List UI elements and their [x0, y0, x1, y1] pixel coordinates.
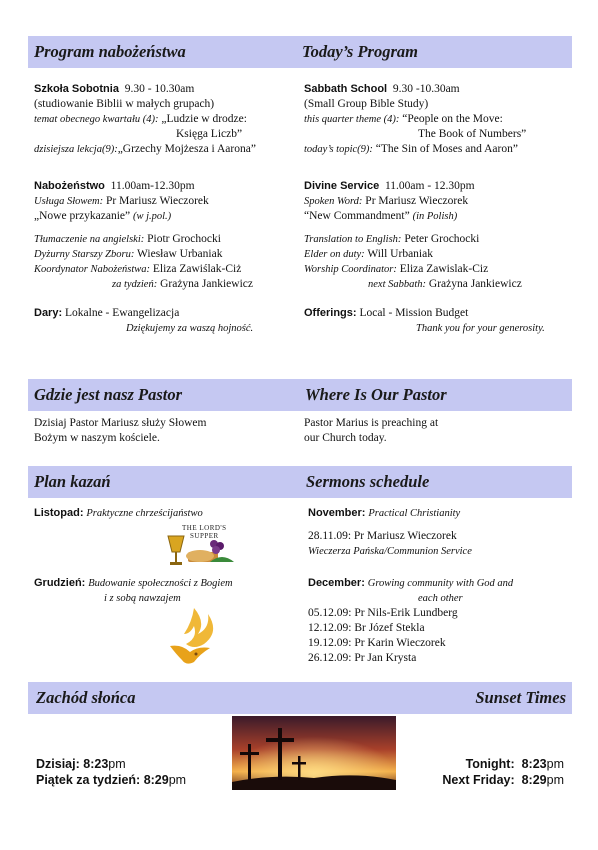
dec-label-pl: Grudzień: [34, 577, 86, 589]
dec-entry-speaker: Pr Nils-Erik Lundberg [354, 607, 458, 619]
theme-value-1-pl: „Ludzie w drodze: [161, 113, 247, 125]
elder-label-en: Elder on duty: [304, 249, 365, 260]
dec-entry-speaker: Pr Jan Krysta [354, 652, 417, 664]
next-label-en: next Sabbath: [368, 279, 427, 290]
pastor-header-band [28, 379, 572, 411]
sunset-header-band [28, 682, 572, 714]
today-time-pl: 8:23 [83, 757, 109, 771]
translation-value-en: Peter Grochocki [404, 233, 480, 245]
topic-value-en: “The Sin of Moses and Aaron” [375, 143, 518, 155]
word-label-pl: Usługa Słowem: [34, 196, 104, 207]
friday-time-pl: 8:29 [143, 773, 169, 787]
elder-label-pl: Dyżurny Starszy Zboru: [34, 249, 135, 260]
crosses-sunset-image [232, 716, 396, 790]
topic-value-pl: „Grzechy Mojżesza i Aarona” [117, 143, 256, 155]
offer-value-en: Local - Mission Budget [359, 307, 469, 319]
topic-label-en: today’s topic(9): [304, 144, 373, 155]
dec-theme-1-en: Growing community with God and [367, 578, 514, 589]
dec-entry-speaker: Br Józef Stekla [354, 622, 425, 634]
dec-entry-date: 12.12.09: [308, 622, 352, 634]
sermon-title-en: “New Commandment” [304, 210, 410, 222]
sermons-heading-en: Sermons schedule [306, 472, 430, 491]
friday-label-pl: Piątek za tydzień: [36, 773, 141, 787]
sunset-heading-pl: Zachód słońca [36, 688, 136, 707]
dec-entry-speaker: Pr Karin Wieczorek [354, 637, 446, 649]
tonight-time-en: 8:23 [521, 757, 547, 771]
program-heading-en: Today’s Program [302, 42, 418, 61]
sunset-heading-en: Sunset Times [475, 688, 566, 707]
thanks-en: Thank you for your generosity. [416, 323, 545, 334]
dec-theme-1-pl: Budowanie społeczności z Bogiem [88, 578, 233, 589]
dec-theme-2-en: each other [418, 593, 463, 604]
translation-label-en: Translation to English: [304, 234, 402, 245]
sermons-dec-en [308, 576, 570, 666]
today-unit-pl: pm [108, 757, 126, 771]
school-sub-pl: (studiowanie Biblii w małych grupach) [34, 98, 215, 110]
sermons-nov-pl [34, 506, 296, 521]
pastor-line-1-en: Pastor Marius is preaching at [304, 417, 439, 429]
coord-label-pl: Koordynator Nabożeństwa: [34, 264, 150, 275]
dec-entry-date: 19.12.09: [308, 637, 352, 649]
next-label-pl: za tydzień: [112, 279, 158, 290]
dec-entry-row [308, 621, 570, 636]
theme-label-pl: temat obecnego kwartału (4): [34, 114, 159, 125]
nov-entry-date: 28.11.09: [308, 530, 352, 542]
school-title-en: Sabbath School [304, 83, 388, 95]
translation-value-pl: Piotr Grochocki [147, 233, 221, 245]
sermons-dec-pl [34, 576, 296, 606]
coord-value-pl: Eliza Zawiślak-Ciż [152, 263, 242, 275]
next-value-en: Grażyna Jankiewicz [428, 278, 522, 290]
lords-supper-label-1: THE LORD'S [182, 524, 227, 532]
friday-unit-en: pm [546, 773, 564, 787]
offer-label-en: Offerings: [304, 307, 357, 319]
coord-label-en: Worship Coordinator: [304, 264, 397, 275]
pastor-heading-pl: Gdzie jest nasz Pastor [34, 385, 183, 404]
theme-value-2-pl: Księga Liczb” [176, 128, 243, 140]
dec-entry-date: 26.12.09: [308, 652, 352, 664]
dec-label-en: December: [308, 577, 365, 589]
pastor-text-pl [34, 416, 296, 446]
service-time-pl: 11.00am-12.30pm [110, 180, 195, 192]
pastor-heading-en: Where Is Our Pastor [305, 385, 447, 404]
program-column-en [304, 82, 570, 336]
word-value-pl: Pr Mariusz Wieczorek [106, 195, 209, 207]
dec-entry-row [308, 606, 570, 621]
sunset-times-pl [36, 756, 186, 788]
tonight-label-en: Tonight: [465, 757, 515, 771]
lords-supper-clipart [160, 522, 240, 572]
sunset-times-en [410, 756, 564, 788]
service-title-en: Divine Service [304, 180, 380, 192]
school-title-pl: Szkoła Sobotnia [34, 83, 119, 95]
sermons-header-band [28, 466, 572, 498]
translation-label-pl: Tłumaczenie na angielski: [34, 234, 145, 245]
elder-value-pl: Wiesław Urbaniak [137, 248, 223, 260]
friday-time-en: 8:29 [521, 773, 547, 787]
sermons-nov-en [308, 506, 570, 559]
sermon-note-pl: (w j.pol.) [132, 211, 172, 222]
offer-value-pl: Lokalne - Ewangelizacja [65, 307, 180, 319]
pastor-line-2-en: our Church today. [304, 432, 387, 444]
dec-theme-2-pl: i z sobą nawzajem [104, 593, 181, 604]
sermons-heading-pl: Plan kazań [34, 472, 111, 491]
theme-value-1-en: “People on the Move: [402, 113, 503, 125]
holy-spirit-dove-clipart [164, 604, 220, 670]
school-sub-en: (Small Group Bible Study) [304, 98, 429, 110]
dec-entry-row [308, 636, 570, 651]
word-value-en: Pr Mariusz Wieczorek [365, 195, 469, 207]
nov-note-en: Wieczerza Pańska/Communion Service [308, 546, 472, 557]
pastor-text-en [304, 416, 566, 446]
nov-entry-speaker: Pr Mariusz Wieczorek [353, 530, 457, 542]
school-time-en: 9.30 -10.30am [392, 83, 460, 95]
pastor-line-1-pl: Dzisiaj Pastor Mariusz służy Słowem [34, 417, 207, 429]
service-title-pl: Nabożeństwo [34, 180, 105, 192]
sermon-note-en: (in Polish) [412, 211, 458, 222]
topic-label-pl: dzisiejsza lekcja(9): [34, 144, 118, 155]
nov-label-en: November: [308, 507, 366, 519]
theme-label-en: this quarter theme (4): [304, 114, 400, 125]
friday-unit-pl: pm [168, 773, 187, 787]
school-time-pl: 9.30 - 10.30am [124, 83, 195, 95]
thanks-pl: Dziękujemy za waszą hojność. [126, 323, 254, 334]
friday-label-en: Next Friday: [442, 773, 515, 787]
word-label-en: Spoken Word: [304, 196, 363, 207]
nov-entry-row [308, 529, 570, 544]
program-header-band [28, 36, 572, 68]
sermon-title-pl: „Nowe przykazanie” [34, 210, 131, 222]
offer-label-pl: Dary: [34, 307, 63, 319]
nov-label-pl: Listopad: [34, 507, 84, 519]
today-label-pl: Dzisiaj: [36, 757, 80, 771]
lords-supper-label-2: SUPPER [190, 532, 219, 540]
service-time-en: 11.00am - 12.30pm [384, 180, 475, 192]
nov-theme-en: Practical Christianity [368, 508, 461, 519]
program-heading-pl: Program nabożeństwa [34, 42, 186, 61]
coord-value-en: Eliza Zawislak-Ciz [399, 263, 489, 275]
nov-theme-pl: Praktyczne chrześcijaństwo [86, 508, 203, 519]
program-column-pl [34, 82, 296, 336]
pastor-line-2-pl: Bożym w naszym kościele. [34, 432, 160, 444]
next-value-pl: Grażyna Jankiewicz [160, 278, 253, 290]
tonight-unit-en: pm [546, 757, 564, 771]
theme-value-2-en: The Book of Numbers” [418, 128, 527, 140]
elder-value-en: Will Urbaniak [367, 248, 433, 260]
dec-entry-date: 05.12.09: [308, 607, 352, 619]
dec-entry-row [308, 651, 570, 666]
